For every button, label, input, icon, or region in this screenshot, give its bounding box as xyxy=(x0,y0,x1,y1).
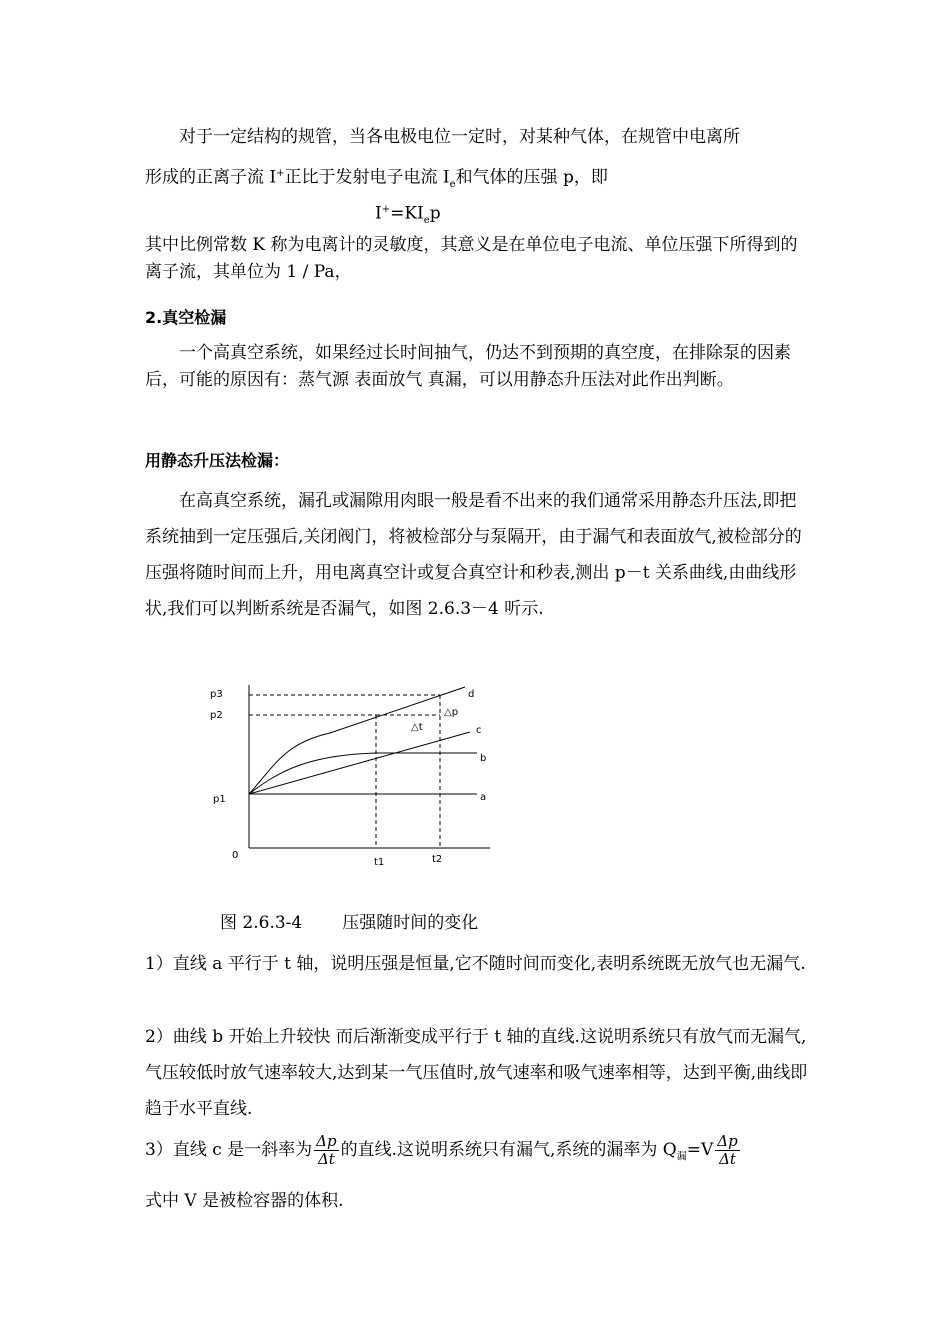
item-curve-b: 2）曲线 b 开始上升较快 而后渐渐变成平行于 t 轴的直线.这说明系统只有放气而无漏气,气压较低时放气速率较大,达到某一气压值时,放气速率和吸气速率相等，达到平衡,曲线即趋于水平直线. xyxy=(145,1027,808,1119)
label-a: a xyxy=(480,792,487,803)
paragraph-leak-causes: 一个高真空系统，如果经过长时间抽气，仍达不到预期的真空度，在排除泵的因素后，可能的原因有：蒸气源 表面放气 真漏，可以用静态升压法对此作出判断。 xyxy=(145,343,791,390)
paragraph-sensitivity: 其中比例常数 K 称为电离计的灵敏度，其意义是在单位电子电流、单位压强下所得到的离子流，其单位为 1 / Pa， xyxy=(145,235,798,282)
pressure-time-figure xyxy=(200,675,500,875)
line-c xyxy=(249,732,470,794)
formula-ion-current: $I^+=KI_ep$ xyxy=(375,203,441,227)
figure-caption: 图 2.6.3-4 压强随时间的变化 xyxy=(220,913,479,933)
paragraph-static-method: 在高真空系统，漏孔或漏隙用肉眼一般是看不出来的我们通常采用静态升压法,即把系统抽到一定压强后,关闭阀门，将被检部分与泵隔开，由于漏气和表面放气,被检部分的压强将随时间而上升，用电离真空计或复合真空计和秒表,测出 p－t 关系曲线,由曲线形状,我们可以判断系统是否漏气，如图 2.6.3－4 听示. xyxy=(145,491,802,619)
fraction-slope: $\frac{\Delta p}{\Delta t}$ xyxy=(316,1132,337,1168)
curve-d xyxy=(249,687,465,794)
label-c: c xyxy=(476,725,482,736)
curve-b xyxy=(249,753,477,794)
label-p3: p3 xyxy=(210,689,223,700)
heading-vacuum-leak-detection: 2.真空检漏 xyxy=(145,308,227,327)
label-p2: p2 xyxy=(210,710,223,721)
label-delta-p: △p xyxy=(444,707,459,718)
label-p1: p1 xyxy=(213,794,226,805)
paragraph-intro-line2: 形成的正离子流 I+正比于发射电子电流 $I_e$和气体的压强 p，即 xyxy=(145,167,608,191)
label-origin: 0 xyxy=(232,850,239,861)
label-t2: t2 xyxy=(432,854,443,865)
heading-static-pressure-rise: 用静态升压法检漏： xyxy=(145,451,290,470)
label-b: b xyxy=(480,753,487,764)
item-volume-note: 式中 V 是被检容器的体积. xyxy=(145,1191,344,1211)
label-d: d xyxy=(468,689,475,700)
label-t1: t1 xyxy=(374,857,385,868)
paragraph-intro-line1: 对于一定结构的规管，当各电极电位一定时，对某种气体，在规管中电离所 xyxy=(179,127,740,147)
item-line-c: 3）直线 c 是一斜率为 $\frac{\Delta p}{\Delta t}$ 的直线.这说明系统只有漏气,系统的漏率为 $Q_漏=V$ $\frac{\Delta p}{\Delta t}$ xyxy=(145,1132,738,1168)
fraction-leak-rate: $\frac{\Delta p}{\Delta t}$ xyxy=(717,1132,738,1168)
label-delta-t: △t xyxy=(411,722,423,733)
item-line-a: 1）直线 a 平行于 t 轴，说明压强是恒量,它不随时间而变化,表明系统既无放气也无漏气. xyxy=(145,954,806,974)
